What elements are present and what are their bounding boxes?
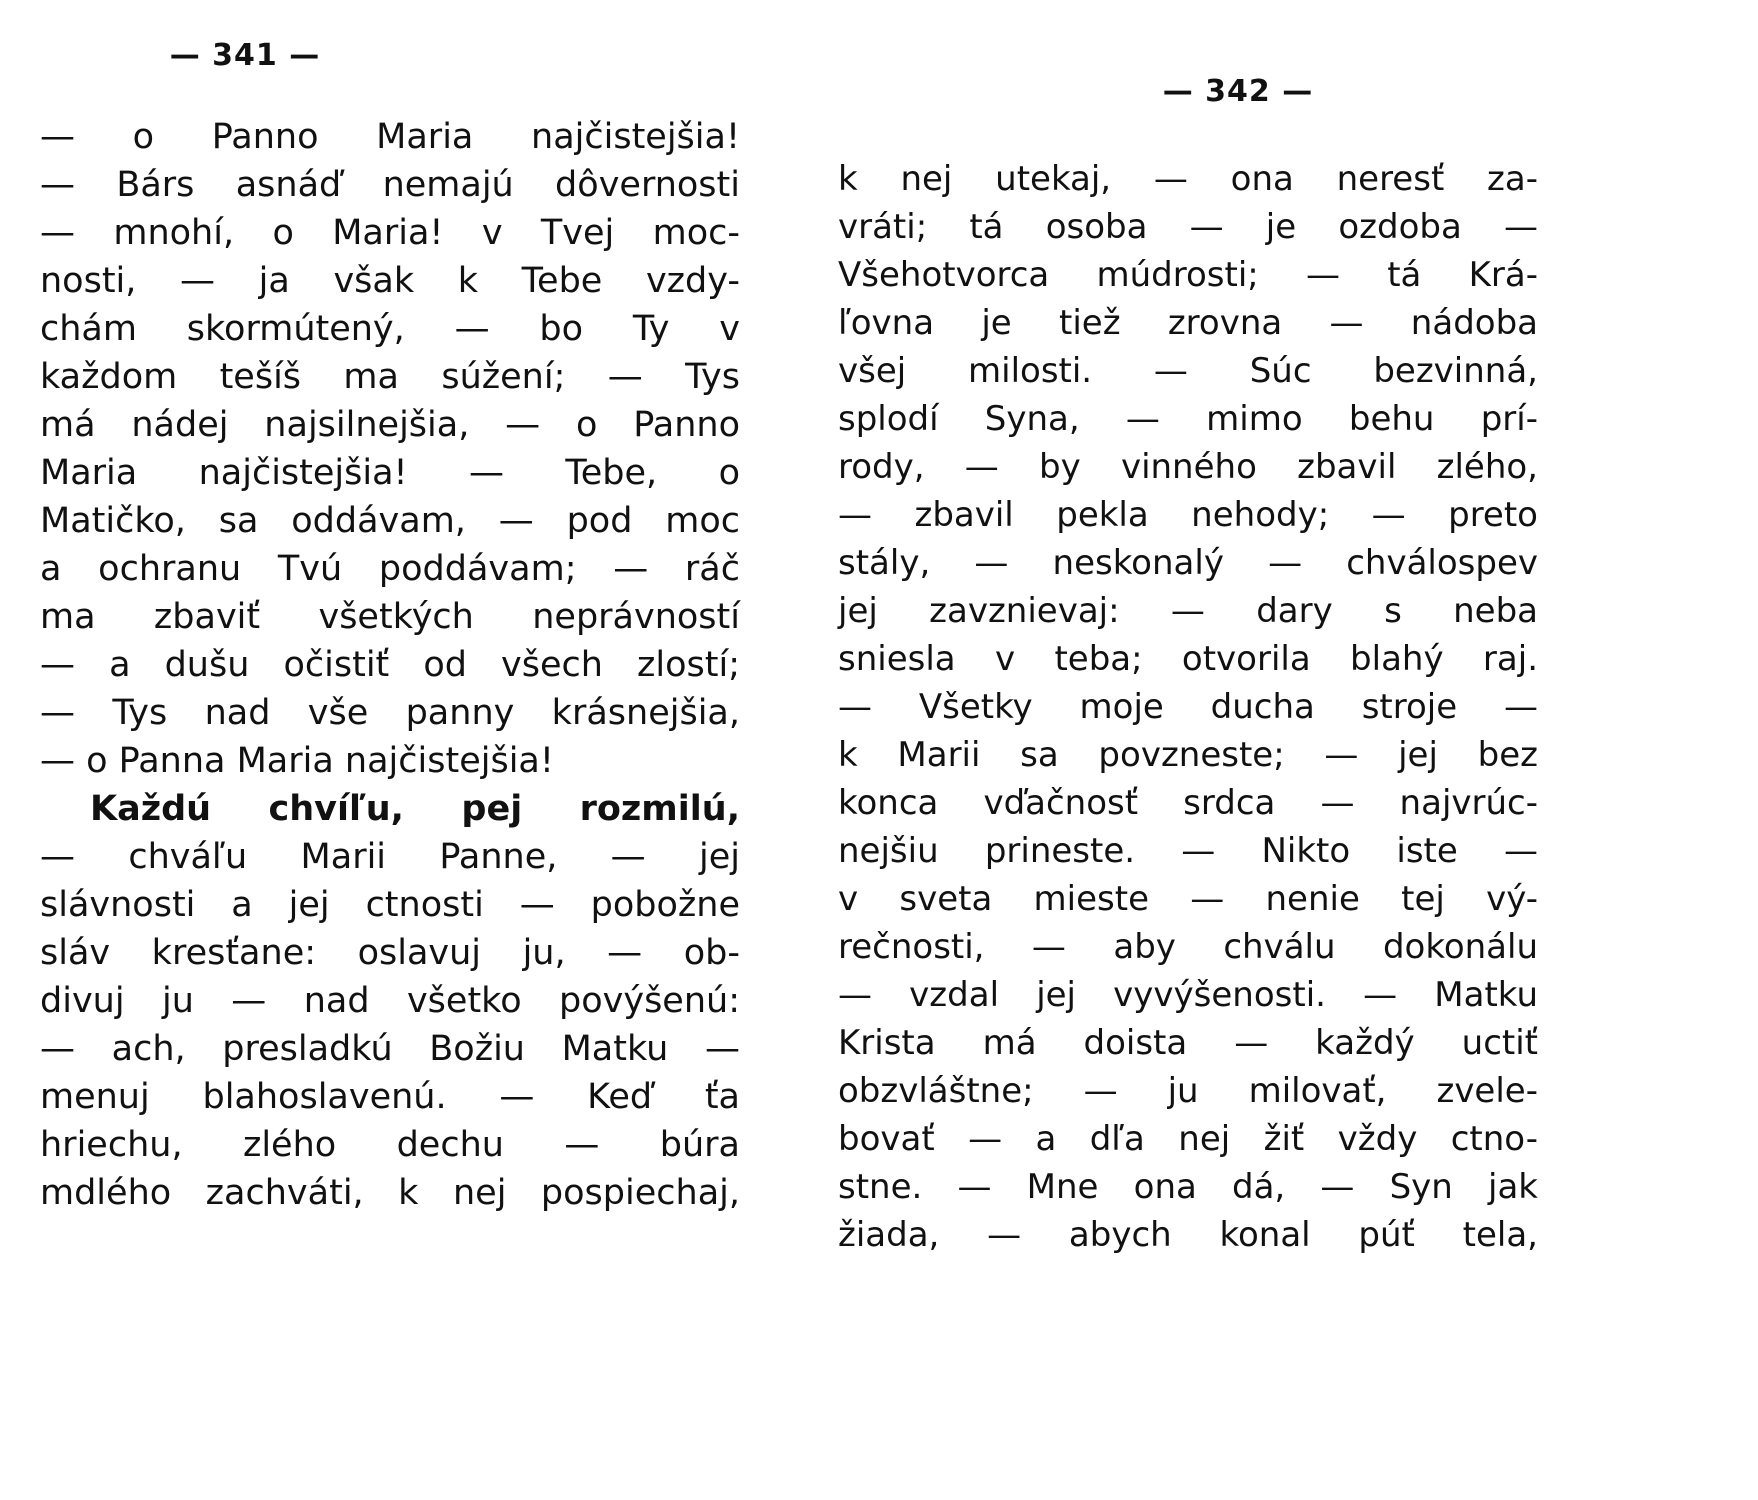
text-line: Matičko, sa oddávam, — pod moc xyxy=(40,501,740,541)
text-line: nejšiu prineste. — Nikto iste — xyxy=(838,831,1538,871)
text-line: hriechu, zlého dechu — búra xyxy=(40,1125,740,1165)
text-line: každom tešíš ma súžení; — Tys xyxy=(40,357,740,397)
text-line: divuj ju — nad všetko povýšenú: xyxy=(40,981,740,1021)
text-line: Maria najčistejšia! — Tebe, o xyxy=(40,453,740,493)
page-number-right: — 342 — xyxy=(1162,74,1314,109)
text-line: — Tys nad vše panny krásnejšia, xyxy=(40,693,740,733)
text-line: — zbavil pekla nehody; — preto xyxy=(838,495,1538,535)
text-line: vráti; tá osoba — je ozdoba — xyxy=(838,207,1538,247)
text-line: sniesla v teba; otvorila blahý raj. xyxy=(838,639,1538,679)
text-line: rody, — by vinného zbavil zlého, xyxy=(838,447,1538,487)
text-line: mdlého zachváti, k nej pospiechaj, xyxy=(40,1173,740,1213)
text-line: rečnosti, — aby chválu dokonálu xyxy=(838,927,1538,967)
text-line: ľovna je tiež zrovna — nádoba xyxy=(838,303,1538,343)
text-line: — ach, presladkú Božiu Matku — xyxy=(40,1029,740,1069)
text-line: — Bárs asnáď nemajú dôvernosti xyxy=(40,165,740,205)
text-line: — a dušu očistiť od všech zlostí; xyxy=(40,645,740,685)
text-line: splodí Syna, — mimo behu prí- xyxy=(838,399,1538,439)
text-line: žiada, — abych konal púť tela, xyxy=(838,1215,1538,1255)
text-line: nosti, — ja však k Tebe vzdy- xyxy=(40,261,740,301)
text-line: — mnohí, o Maria! v Tvej moc- xyxy=(40,213,740,253)
text-line: ma zbaviť všetkých neprávností xyxy=(40,597,740,637)
text-line: má nádej najsilnejšia, — o Panno xyxy=(40,405,740,445)
text-line: k nej utekaj, — ona neresť za- xyxy=(838,159,1538,199)
text-line: sláv kresťane: oslavuj ju, — ob- xyxy=(40,933,740,973)
right-page-text xyxy=(838,155,1538,1259)
text-line: — Všetky moje ducha stroje — xyxy=(838,687,1538,727)
page-number-left: — 341 — xyxy=(169,38,321,73)
text-line: — o Panna Maria najčistejšia! xyxy=(40,741,554,781)
text-line: k Marii sa povzneste; — jej bez xyxy=(838,735,1538,775)
text-line: Krista má doista — každý uctiť xyxy=(838,1023,1538,1063)
section-heading-line: Každú chvíľu, pej rozmilú, xyxy=(90,789,740,829)
text-line: a ochranu Tvú poddávam; — ráč xyxy=(40,549,740,589)
text-line: — chváľu Marii Panne, — jej xyxy=(40,837,740,877)
text-line: — vzdal jej vyvýšenosti. — Matku xyxy=(838,975,1538,1015)
text-line: v sveta mieste — nenie tej vý- xyxy=(838,879,1538,919)
text-line: chám skormútený, — bo Ty v xyxy=(40,309,740,349)
text-line: obzvláštne; — ju milovať, zvele- xyxy=(838,1071,1538,1111)
text-line: konca vďačnosť srdca — najvrúc- xyxy=(838,783,1538,823)
text-line: Všehotvorca múdrosti; — tá Krá- xyxy=(838,255,1538,295)
text-line: menuj blahoslavenú. — Keď ťa xyxy=(40,1077,740,1117)
text-line: slávnosti a jej ctnosti — pobožne xyxy=(40,885,740,925)
text-line: stály, — neskonalý — chválospev xyxy=(838,543,1538,583)
text-line: stne. — Mne ona dá, — Syn jak xyxy=(838,1167,1538,1207)
text-line: bovať — a dľa nej žiť vždy ctno- xyxy=(838,1119,1538,1159)
text-line: — o Panno Maria najčistejšia! xyxy=(40,117,740,157)
text-line: všej milosti. — Súc bezvinná, xyxy=(838,351,1538,391)
text-line: jej zavznievaj: — dary s neba xyxy=(838,591,1538,631)
left-page-text xyxy=(40,113,740,1217)
